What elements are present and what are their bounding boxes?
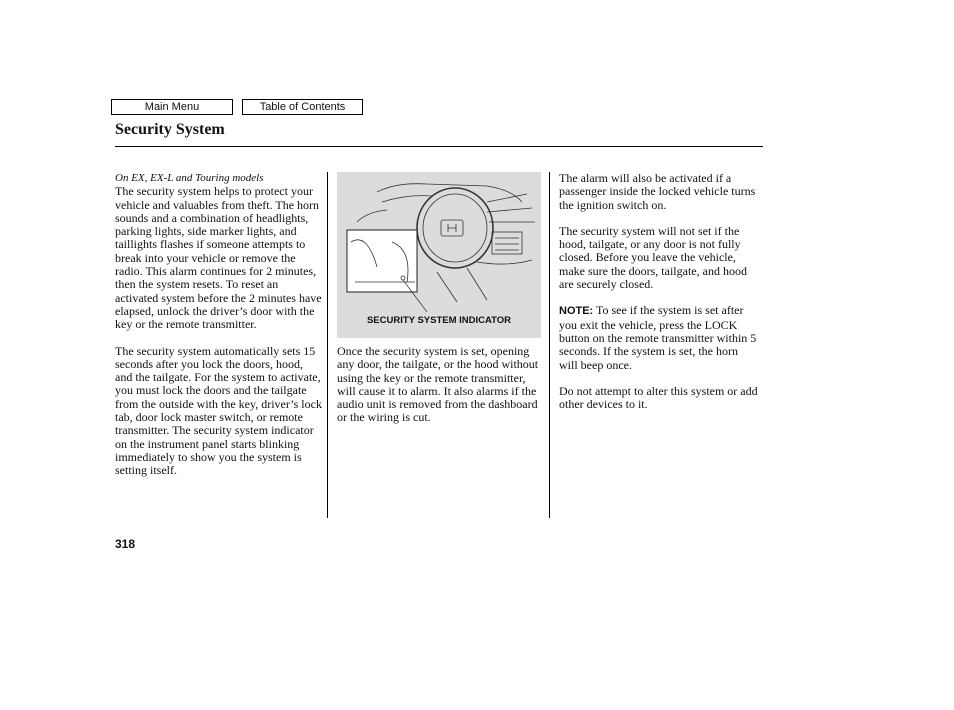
table-of-contents-button[interactable]: Table of Contents xyxy=(242,99,363,115)
do-not-alter-paragraph: Do not attempt to alter this system or add other devices to it. xyxy=(559,383,758,412)
middle-column xyxy=(337,345,543,438)
main-menu-button[interactable]: Main Menu xyxy=(111,99,233,115)
ignition-alarm-paragraph: The alarm will also be activated if a passenger inside the locked vehicle turns the ignition switch on. xyxy=(559,171,756,212)
model-applicability-note: On EX, EX-L and Touring models xyxy=(115,172,264,184)
alarm-trigger-paragraph: Once the security system is set, opening any door, the tailgate, or the hood without using the key or the remote transmitter, will cause it to alarm. It also alarms if the audio unit is removed from the dashboard or the wiring is cut. xyxy=(337,344,539,425)
auto-set-paragraph: The security system automatically sets 15 seconds after you lock the doors, hood, and the tailgate. For the system to activate, you must lock the doors and the tailgate from the outside with the key, driver’s lock tab, door lock master switch, or remote transmitter. The security system indicator on the instrument panel starts blinking immediately to show you the system is setting itself. xyxy=(115,343,322,478)
security-indicator-illustration xyxy=(337,172,541,338)
page-number: 318 xyxy=(115,537,136,551)
not-closed-paragraph: The security system will not set if the hood, tailgate, or any door is not fully closed. Before you leave the vehicle, make sure the doors, tailgate, and hood are securely closed. xyxy=(559,223,747,292)
intro-paragraph: The security system helps to protect your vehicle and valuables from theft. The horn sounds and a combination of headlights, parking lights, side marker lights, and taillights flashes if someone attempts to break into your vehicle or remove the radio. This alarm continues for 2 minutes, then the system resets. To reset an activated system before the 2 minutes have elapsed, unlock the driver’s door with the key or the remote transmitter. xyxy=(115,184,322,332)
left-column xyxy=(115,172,323,491)
page-title: Security System xyxy=(115,121,225,138)
note-label: NOTE: xyxy=(559,305,594,318)
column-divider-right xyxy=(549,172,550,518)
figure-caption: SECURITY SYSTEM INDICATOR xyxy=(366,315,512,326)
dashboard-illustration xyxy=(337,172,541,312)
column-divider-left xyxy=(327,172,328,518)
right-column xyxy=(559,172,759,424)
title-divider xyxy=(115,146,763,147)
note-paragraph xyxy=(559,304,759,371)
note-text: To see if the system is set after you exit the vehicle, press the LOCK button on the remote transmitter within 5 seconds. If the system is set, the horn will beep once. xyxy=(559,303,757,372)
